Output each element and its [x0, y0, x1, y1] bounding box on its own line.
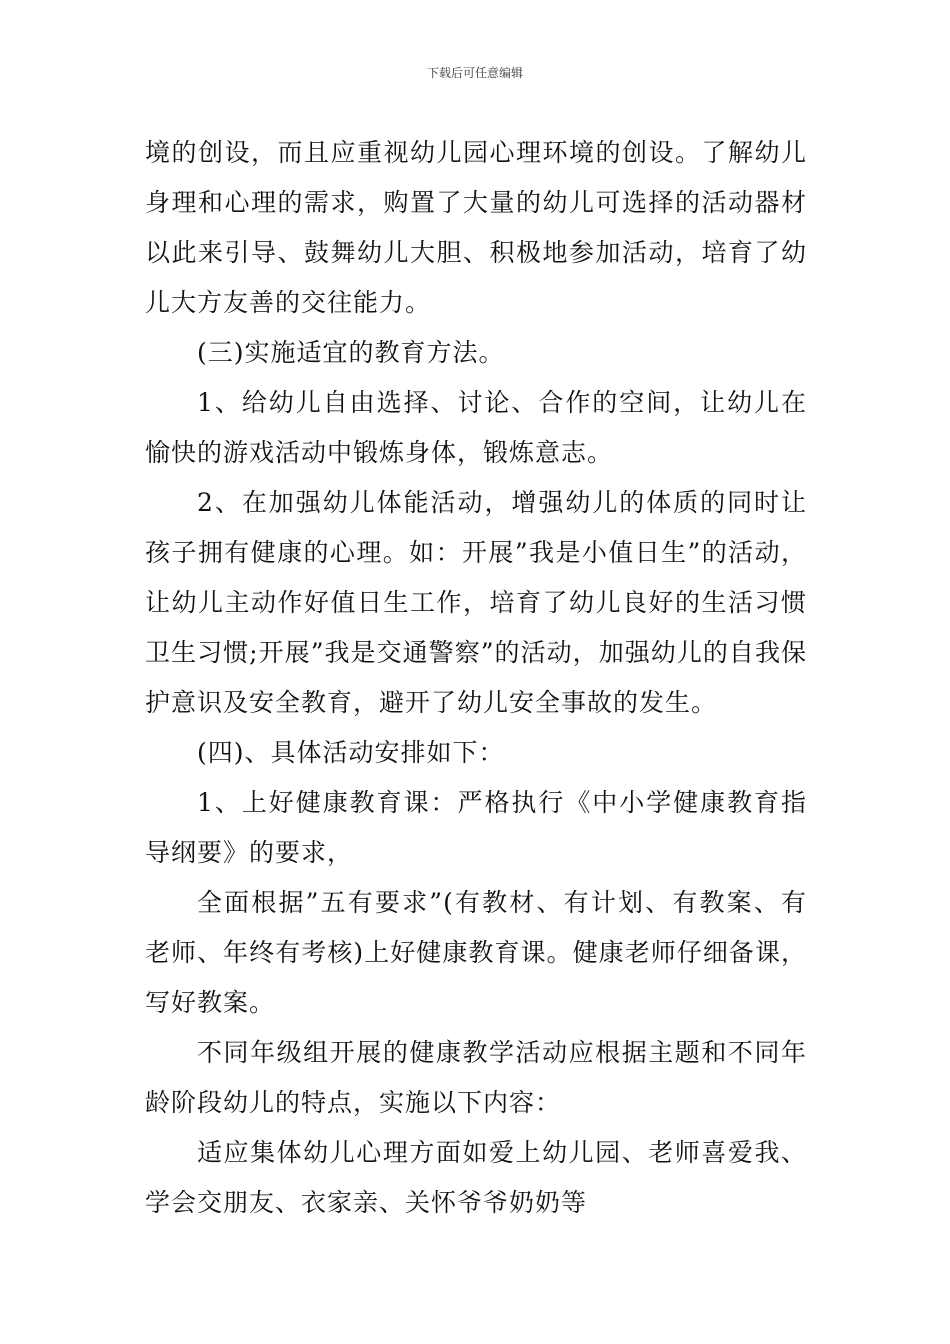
paragraph-7: 全面根据”五有要求”(有教材、有计划、有教案、有老师、年终有考核)上好健康教育课。健康老师仔细备课，写好教案。 [145, 888, 807, 1017]
paragraph-6: 1、上好健康教育课：严格执行《中小学健康教育指导纲要》的要求， [145, 788, 807, 867]
page-header: 下载后可任意编辑 [426, 66, 523, 80]
paragraph-2: (三)实施适宜的教育方法。 [197, 338, 505, 367]
paragraph-5: (四)、具体活动安排如下： [197, 738, 505, 767]
paragraph-3: 1、给幼儿自由选择、讨论、合作的空间，让幼儿在愉快的游戏活动中锻炼身体，锻炼意志。 [145, 388, 807, 467]
paragraph-4: 2、在加强幼儿体能活动，增强幼儿的体质的同时让孩子拥有健康的心理。如：开展”我是小值日生”的活动，让幼儿主动作好值日生工作，培育了幼儿良好的生活习惯卫生习惯;开展”我是交通警察”的活动，加强幼儿的自我保护意识及安全教育，避开了幼儿安全事故的发生。 [145, 488, 807, 717]
document-body [145, 128, 807, 1228]
paragraph-8: 不同年级组开展的健康教学活动应根据主题和不同年龄阶段幼儿的特点，实施以下内容： [145, 1038, 807, 1117]
paragraph-9: 适应集体幼儿心理方面如爱上幼儿园、老师喜爱我、学会交朋友、衣家亲、关怀爷爷奶奶等 [145, 1138, 807, 1217]
paragraph-1: 境的创设，而且应重视幼儿园心理环境的创设。了解幼儿身理和心理的需求，购置了大量的幼儿可选择的活动器材以此来引导、鼓舞幼儿大胆、积极地参加活动，培育了幼儿大方友善的交往能力。 [145, 138, 807, 317]
